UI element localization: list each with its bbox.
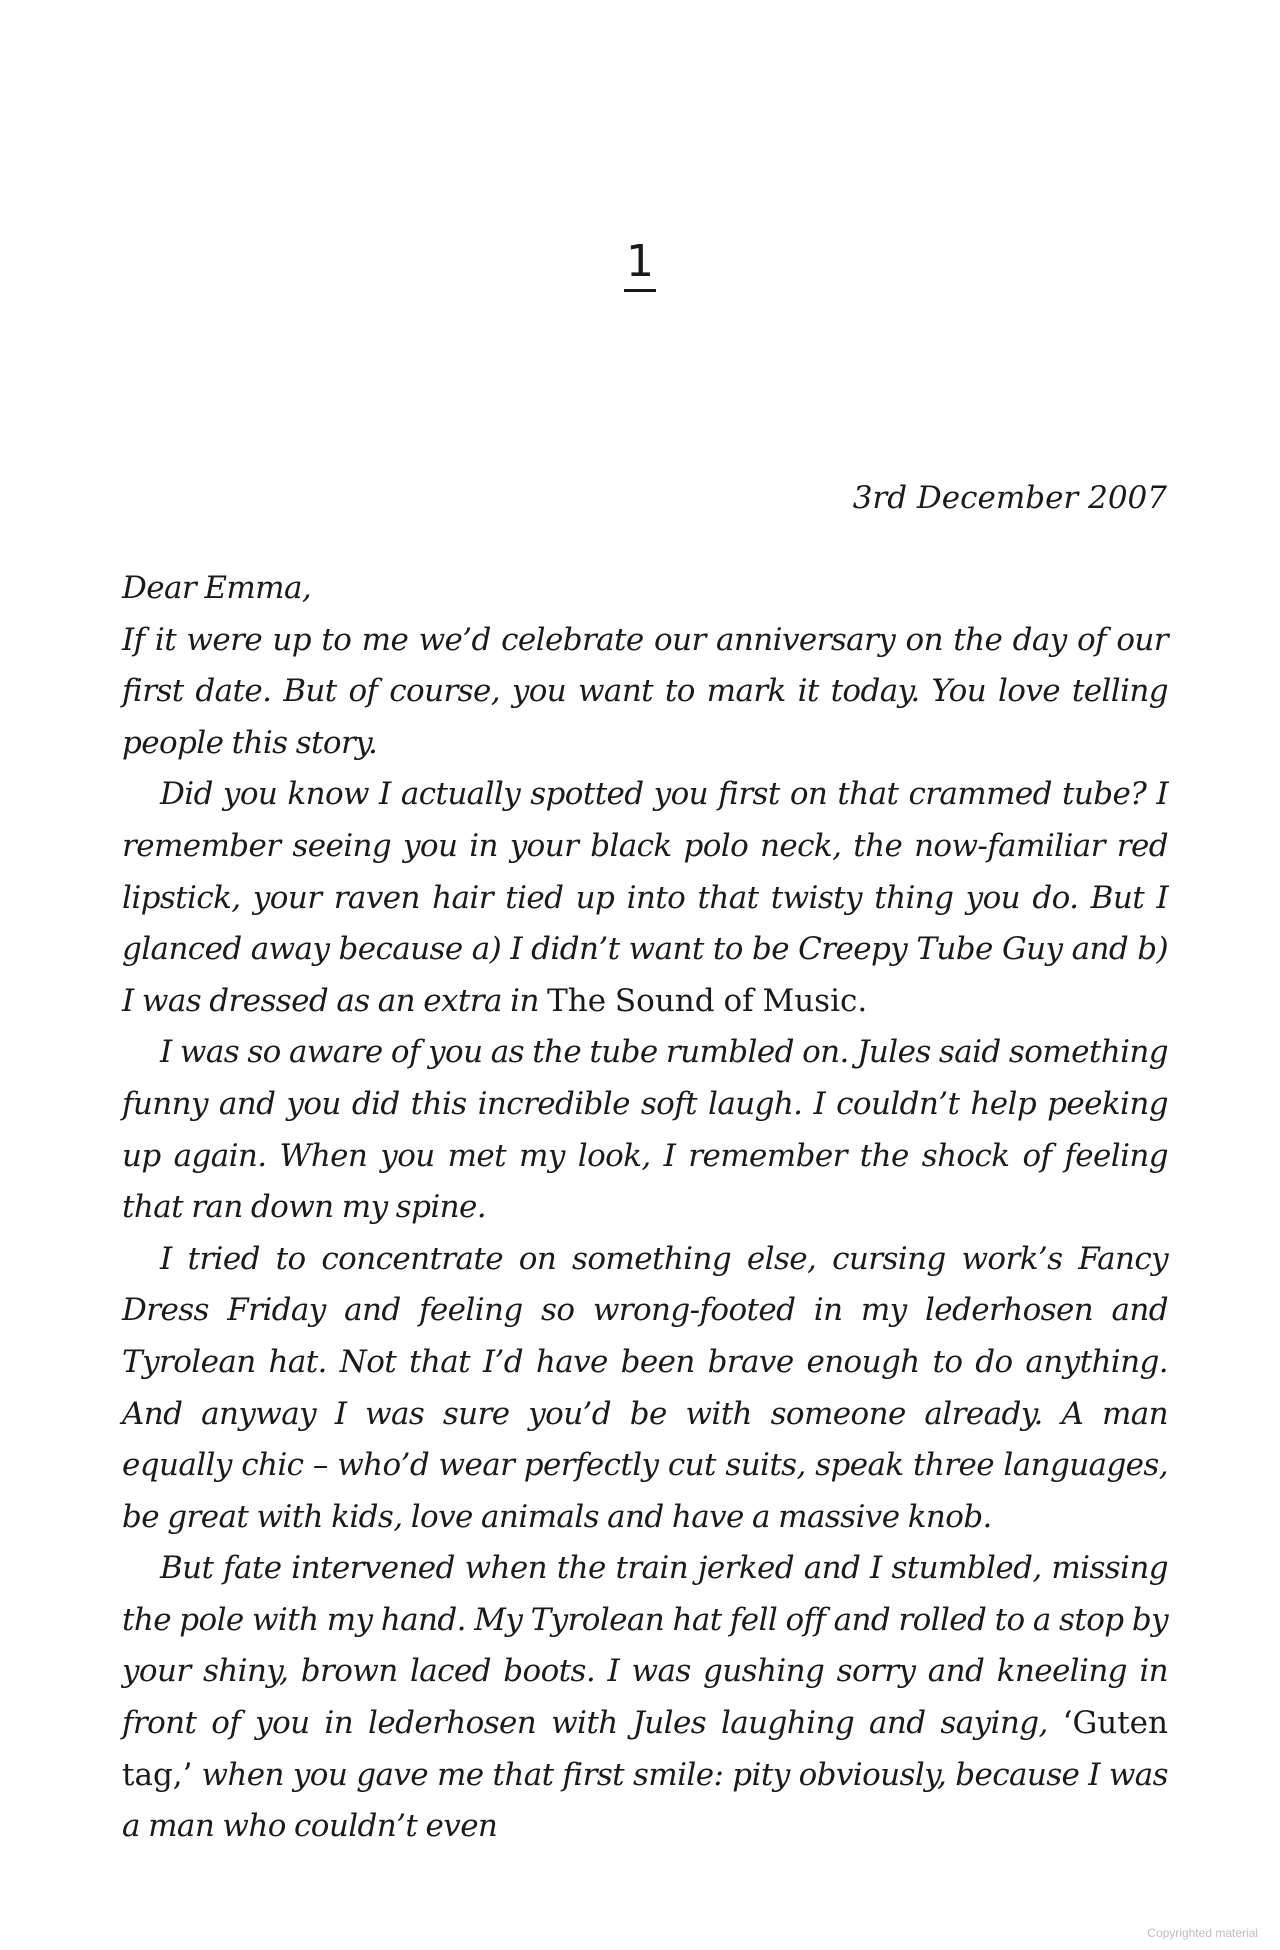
letter-body [122, 563, 1168, 1853]
paragraph: I was so aware of you as the tube rumbled on. Jules said something funny and you did this incredible soft laugh. I couldn’t help peeking up again. When you met my look, I remember the shock of feeling that ran down my spine. [122, 1034, 1168, 1226]
chapter-number-text: 1 [624, 236, 656, 292]
copyright-watermark: Copyrighted material [1147, 1926, 1258, 1940]
film-title: The Sound of Music. [547, 982, 868, 1019]
paragraph-text: when you gave me that first smile: pity obviously, because I was a man who couldn’t even [122, 1756, 1168, 1845]
paragraph: If it were up to me we’d celebrate our anniversary on the day of our first date. But of course, you want to mark it today. You love telling people this story. [122, 621, 1168, 761]
paragraph-text: Did you know I actually spotted you first on that crammed tube? I remember seeing you in your black polo neck, the now-familiar red lipstick, your raven hair tied up into that twisty thing you do. But I glanced away because a) I didn’t want to be Creepy Tube Guy and b) I was dressed as an extra in [122, 776, 1168, 1019]
letter-date: 3rd December 2007 [852, 480, 1167, 516]
paragraph: I tried to concentrate on something else, cursing work’s Fancy Dress Friday and feeling so wrong-footed in my lederhosen and Tyrolean hat. Not that I’d have been brave enough to do anything. And anyway I was sure you’d be with someone already. A man equally chic – who’d wear perfectly cut suits, speak three languages, be great with kids, love animals and have a massive knob. [122, 1240, 1168, 1535]
paragraph-text: But fate intervened when the train jerked and I stumbled, missing the pole with my hand. My Tyrolean hat fell off and rolled to a stop by your shiny, brown laced boots. I was gushing sorry and kneeling in front of you in lederhosen with Jules laughing and saying, [122, 1550, 1168, 1742]
letter-salutation: Dear Emma, [122, 570, 312, 606]
paragraph [122, 1543, 1168, 1853]
quoted-phrase: ‘Guten tag,’ [122, 1705, 1168, 1793]
chapter-number [0, 236, 1280, 287]
paragraph [122, 769, 1168, 1027]
